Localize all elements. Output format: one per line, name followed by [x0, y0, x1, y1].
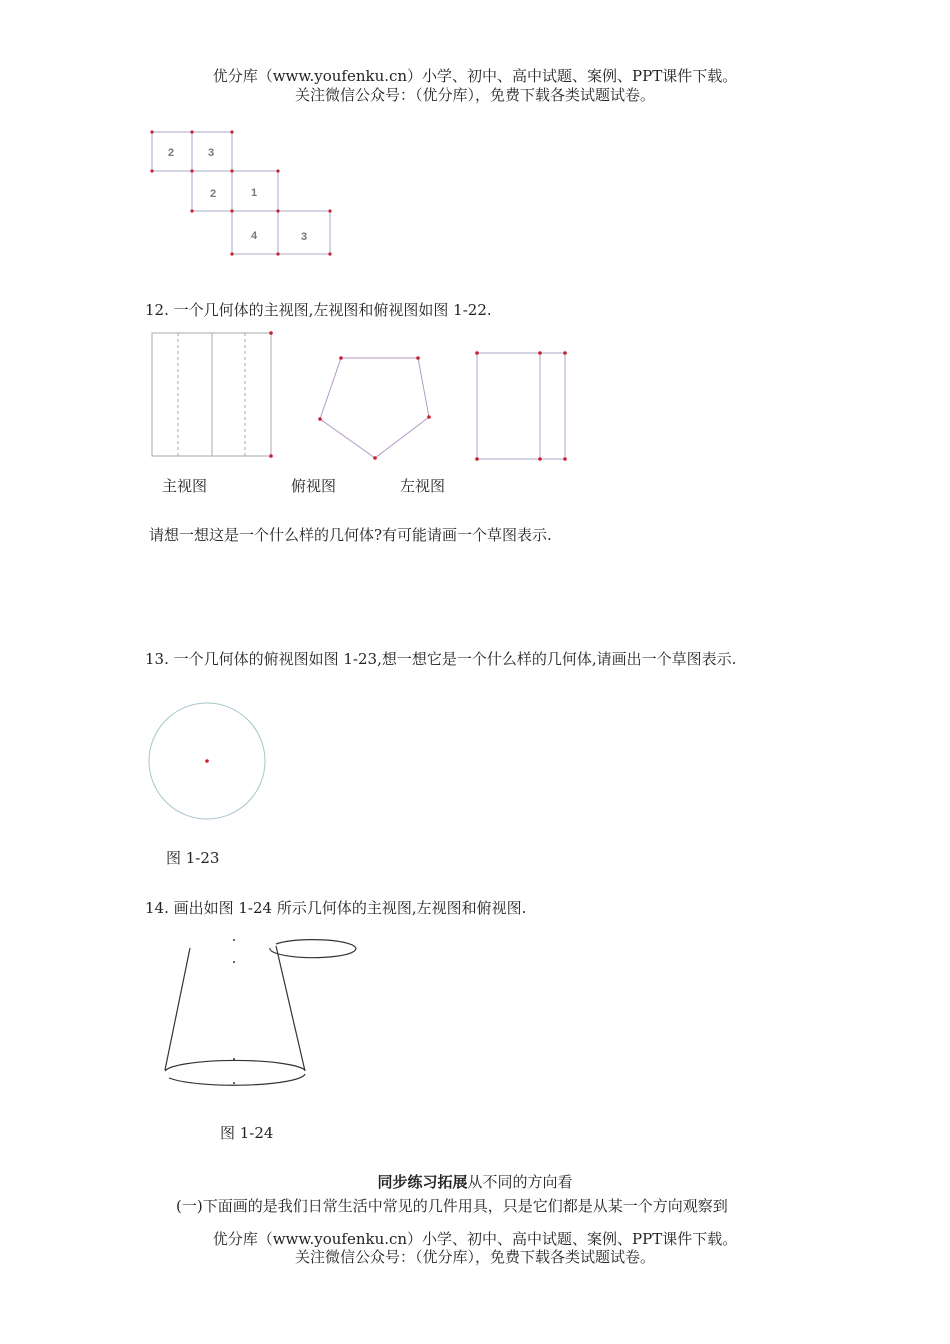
footer-line-2: 关注微信公众号：（优分库），免费下载各类试题试卷。: [294, 1248, 655, 1266]
circle-figure: [145, 698, 270, 823]
figure-1-24-caption: 图 1-24: [220, 1124, 274, 1142]
q13-text: 13. 一个几何体的俯视图如图 1-23,想一想它是一个什么样的几何体,请画出一个草图表示.: [145, 650, 737, 668]
section-intro: (一)下面画的是我们日常生活中常见的几件用具，只是它们都是从某一个方向观察到: [176, 1197, 728, 1215]
label-front-view: 主视图: [162, 477, 208, 495]
section-title: [0, 1173, 950, 1191]
frustum-figure: [155, 930, 315, 1090]
circle-center-point: [205, 759, 209, 763]
net-cell-number: 4: [250, 230, 258, 242]
q12-prompt: 请想一想这是一个什么样的几何体?有可能请画一个草图表示.: [149, 526, 552, 544]
frustum-left-side: [165, 948, 190, 1070]
footer-line-1: 优分库（www.youfenku.cn）小学、初中、高中试题、案例、PPT课件下载。: [212, 1230, 738, 1248]
frustum-bottom-front: [169, 1074, 305, 1085]
q12-views-figure: [145, 325, 585, 470]
frustum-top-rim: [270, 940, 356, 958]
header-line-1: 优分库（www.youfenku.cn）小学、初中、高中试题、案例、PPT课件下载。: [212, 67, 738, 85]
frustum-right-side: [276, 946, 305, 1071]
top-view-drawing: [318, 356, 431, 460]
net-cell-number: 2: [209, 188, 217, 200]
label-left-view: 左视图: [400, 477, 446, 495]
section-title-bold: 同步练习拓展: [377, 1173, 468, 1191]
net-cell-number: 2: [167, 147, 175, 159]
section-title-rest: 从不同的方向看: [467, 1173, 573, 1191]
q12-text: 12. 一个几何体的主视图,左视图和俯视图如图 1-22.: [145, 301, 492, 319]
left-view-drawing: [475, 351, 567, 461]
cube-net-figure: [140, 122, 350, 262]
header-line-2: 关注微信公众号：（优分库），免费下载各类试题试卷。: [294, 86, 655, 104]
front-view-drawing: [152, 331, 273, 458]
net-cell-number: 1: [250, 187, 258, 199]
frustum-bottom-back: [165, 1060, 305, 1071]
figure-1-23-caption: 图 1-23: [166, 849, 220, 867]
net-cell-number: 3: [300, 231, 308, 243]
net-cell-number: 3: [207, 147, 215, 159]
label-top-view: 俯视图: [291, 477, 337, 495]
q14-text: 14. 画出如图 1-24 所示几何体的主视图,左视图和俯视图.: [145, 899, 527, 917]
